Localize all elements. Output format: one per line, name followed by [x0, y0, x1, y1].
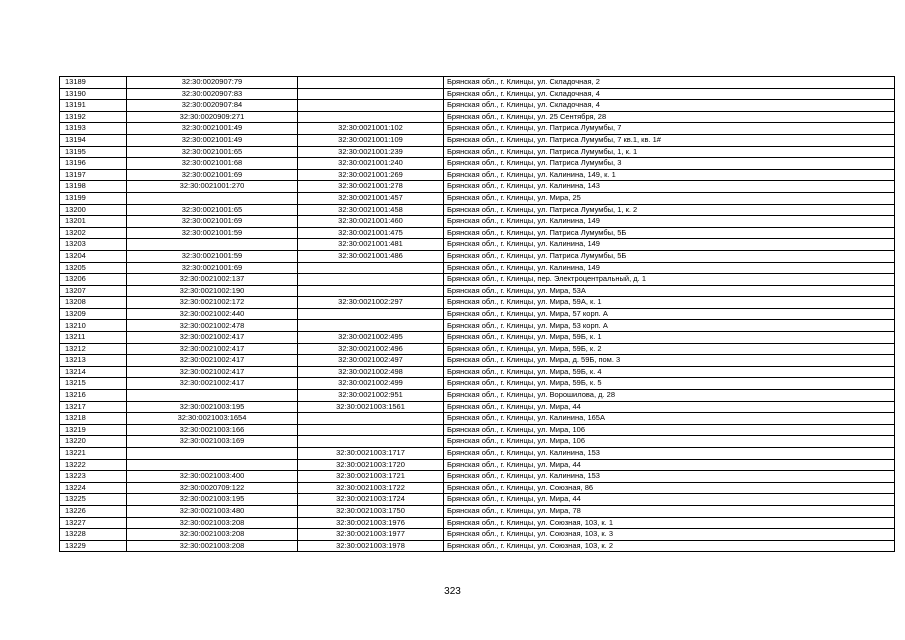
address-cell: Брянская обл., г. Клинцы, ул. Мира, 59Б, к. 5 — [444, 378, 895, 390]
land-cadastral-number-cell: 32:30:0021002:417 — [127, 332, 298, 344]
row-number-cell: 13216 — [60, 390, 127, 402]
table-row — [60, 390, 895, 402]
land-cadastral-number-cell — [127, 239, 298, 251]
row-number-cell: 13209 — [60, 308, 127, 320]
object-cadastral-number-cell: 32:30:0021001:240 — [298, 158, 444, 170]
table-row — [60, 482, 895, 494]
land-cadastral-number-cell: 32:30:0021003:400 — [127, 471, 298, 483]
object-cadastral-number-cell: 32:30:0021001:269 — [298, 169, 444, 181]
address-cell: Брянская обл., г. Клинцы, ул. Союзная, 103, к. 2 — [444, 540, 895, 552]
row-number-cell: 13198 — [60, 181, 127, 193]
address-cell: Брянская обл., г. Клинцы, ул. Калинина, 149 — [444, 239, 895, 251]
address-cell: Брянская обл., г. Клинцы, ул. Складочная, 4 — [444, 88, 895, 100]
object-cadastral-number-cell — [298, 436, 444, 448]
row-number-cell: 13211 — [60, 332, 127, 344]
land-cadastral-number-cell: 32:30:0021001:69 — [127, 169, 298, 181]
object-cadastral-number-cell: 32:30:0021001:481 — [298, 239, 444, 251]
address-cell: Брянская обл., г. Клинцы, ул. Калинина, 153 — [444, 471, 895, 483]
table-row — [60, 332, 895, 344]
land-cadastral-number-cell: 32:30:0020907:79 — [127, 77, 298, 89]
address-cell: Брянская обл., г. Клинцы, ул. Патриса Лумумбы, 1, к. 1 — [444, 146, 895, 158]
object-cadastral-number-cell: 32:30:0021002:496 — [298, 343, 444, 355]
object-cadastral-number-cell — [298, 413, 444, 425]
table-row — [60, 471, 895, 483]
row-number-cell: 13196 — [60, 158, 127, 170]
address-cell: Брянская обл., г. Клинцы, ул. Мира, 59А, к. 1 — [444, 297, 895, 309]
land-cadastral-number-cell: 32:30:0021003:1654 — [127, 413, 298, 425]
land-cadastral-number-cell: 32:30:0021001:49 — [127, 134, 298, 146]
address-cell: Брянская обл., г. Клинцы, ул. Складочная, 4 — [444, 100, 895, 112]
address-cell: Брянская обл., г. Клинцы, ул. Союзная, 86 — [444, 482, 895, 494]
table-row — [60, 517, 895, 529]
row-number-cell: 13194 — [60, 134, 127, 146]
land-cadastral-number-cell: 32:30:0020907:83 — [127, 88, 298, 100]
row-number-cell: 13228 — [60, 529, 127, 541]
table-row — [60, 297, 895, 309]
object-cadastral-number-cell: 32:30:0021002:951 — [298, 390, 444, 402]
address-cell: Брянская обл., г. Клинцы, ул. Мира, 59Б, к. 1 — [444, 332, 895, 344]
land-cadastral-number-cell: 32:30:0020909:271 — [127, 111, 298, 123]
land-cadastral-number-cell: 32:30:0020907:84 — [127, 100, 298, 112]
object-cadastral-number-cell — [298, 88, 444, 100]
page-number: 323 — [444, 586, 461, 597]
row-number-cell: 13197 — [60, 169, 127, 181]
address-cell: Брянская обл., г. Клинцы, ул. Мира, д. 59Б, пом. 3 — [444, 355, 895, 367]
object-cadastral-number-cell — [298, 274, 444, 286]
land-cadastral-number-cell: 32:30:0021001:49 — [127, 123, 298, 135]
object-cadastral-number-cell: 32:30:0021003:1978 — [298, 540, 444, 552]
row-number-cell: 13191 — [60, 100, 127, 112]
address-cell: Брянская обл., г. Клинцы, пер. Электроцентральный, д. 1 — [444, 274, 895, 286]
registry-table — [59, 76, 895, 552]
registry-table-body — [60, 77, 895, 552]
land-cadastral-number-cell — [127, 192, 298, 204]
object-cadastral-number-cell: 32:30:0021002:499 — [298, 378, 444, 390]
land-cadastral-number-cell: 32:30:0021002:440 — [127, 308, 298, 320]
address-cell: Брянская обл., г. Клинцы, ул. Мира, 106 — [444, 424, 895, 436]
table-row — [60, 343, 895, 355]
land-cadastral-number-cell — [127, 459, 298, 471]
object-cadastral-number-cell: 32:30:0021001:102 — [298, 123, 444, 135]
object-cadastral-number-cell — [298, 308, 444, 320]
table-row — [60, 529, 895, 541]
row-number-cell: 13202 — [60, 227, 127, 239]
address-cell: Брянская обл., г. Клинцы, ул. Мира, 78 — [444, 505, 895, 517]
land-cadastral-number-cell: 32:30:0021001:270 — [127, 181, 298, 193]
row-number-cell: 13205 — [60, 262, 127, 274]
address-cell: Брянская обл., г. Клинцы, ул. Мира, 44 — [444, 494, 895, 506]
table-row — [60, 413, 895, 425]
table-row — [60, 308, 895, 320]
row-number-cell: 13224 — [60, 482, 127, 494]
row-number-cell: 13203 — [60, 239, 127, 251]
address-cell: Брянская обл., г. Клинцы, ул. Калинина, 149 — [444, 262, 895, 274]
land-cadastral-number-cell: 32:30:0021002:172 — [127, 297, 298, 309]
row-number-cell: 13221 — [60, 448, 127, 460]
address-cell: Брянская обл., г. Клинцы, ул. Союзная, 103, к. 3 — [444, 529, 895, 541]
row-number-cell: 13214 — [60, 366, 127, 378]
table-row — [60, 216, 895, 228]
land-cadastral-number-cell: 32:30:0021001:69 — [127, 216, 298, 228]
address-cell: Брянская обл., г. Клинцы, ул. Калинина, 143 — [444, 181, 895, 193]
table-row — [60, 250, 895, 262]
table-row — [60, 111, 895, 123]
table-row — [60, 262, 895, 274]
row-number-cell: 13193 — [60, 123, 127, 135]
object-cadastral-number-cell: 32:30:0021003:1977 — [298, 529, 444, 541]
table-row — [60, 366, 895, 378]
address-cell: Брянская обл., г. Клинцы, ул. Союзная, 103, к. 1 — [444, 517, 895, 529]
row-number-cell: 13210 — [60, 320, 127, 332]
row-number-cell: 13199 — [60, 192, 127, 204]
object-cadastral-number-cell: 32:30:0021002:495 — [298, 332, 444, 344]
row-number-cell: 13220 — [60, 436, 127, 448]
land-cadastral-number-cell: 32:30:0021003:169 — [127, 436, 298, 448]
land-cadastral-number-cell: 32:30:0021003:195 — [127, 401, 298, 413]
object-cadastral-number-cell: 32:30:0021003:1721 — [298, 471, 444, 483]
land-cadastral-number-cell: 32:30:0021001:59 — [127, 227, 298, 239]
object-cadastral-number-cell: 32:30:0021001:278 — [298, 181, 444, 193]
table-row — [60, 448, 895, 460]
table-row — [60, 169, 895, 181]
row-number-cell: 13200 — [60, 204, 127, 216]
address-cell: Брянская обл., г. Клинцы, ул. Мира, 59Б, к. 4 — [444, 366, 895, 378]
land-cadastral-number-cell: 32:30:0021002:417 — [127, 366, 298, 378]
address-cell: Брянская обл., г. Клинцы, ул. Мира, 44 — [444, 459, 895, 471]
address-cell: Брянская обл., г. Клинцы, ул. Патриса Лумумбы, 3 — [444, 158, 895, 170]
land-cadastral-number-cell: 32:30:0021001:68 — [127, 158, 298, 170]
row-number-cell: 13217 — [60, 401, 127, 413]
table-row — [60, 239, 895, 251]
address-cell: Брянская обл., г. Клинцы, ул. Патриса Лумумбы, 5Б — [444, 250, 895, 262]
object-cadastral-number-cell: 32:30:0021002:498 — [298, 366, 444, 378]
land-cadastral-number-cell: 32:30:0021003:208 — [127, 517, 298, 529]
object-cadastral-number-cell: 32:30:0021001:460 — [298, 216, 444, 228]
row-number-cell: 13222 — [60, 459, 127, 471]
table-row — [60, 494, 895, 506]
land-cadastral-number-cell: 32:30:0021003:166 — [127, 424, 298, 436]
land-cadastral-number-cell: 32:30:0021003:208 — [127, 540, 298, 552]
object-cadastral-number-cell: 32:30:0021003:1724 — [298, 494, 444, 506]
object-cadastral-number-cell — [298, 320, 444, 332]
table-row — [60, 192, 895, 204]
row-number-cell: 13206 — [60, 274, 127, 286]
table-row — [60, 158, 895, 170]
object-cadastral-number-cell: 32:30:0021003:1722 — [298, 482, 444, 494]
address-cell: Брянская обл., г. Клинцы, ул. Калинина, 165А — [444, 413, 895, 425]
address-cell: Брянская обл., г. Клинцы, ул. Патриса Лумумбы, 7 — [444, 123, 895, 135]
table-row — [60, 378, 895, 390]
row-number-cell: 13226 — [60, 505, 127, 517]
address-cell: Брянская обл., г. Клинцы, ул. Мира, 44 — [444, 401, 895, 413]
object-cadastral-number-cell: 32:30:0021002:497 — [298, 355, 444, 367]
object-cadastral-number-cell — [298, 100, 444, 112]
address-cell: Брянская обл., г. Клинцы, ул. Патриса Лумумбы, 5Б — [444, 227, 895, 239]
land-cadastral-number-cell: 32:30:0021003:480 — [127, 505, 298, 517]
object-cadastral-number-cell: 32:30:0021001:457 — [298, 192, 444, 204]
row-number-cell: 13189 — [60, 77, 127, 89]
land-cadastral-number-cell: 32:30:0021001:65 — [127, 146, 298, 158]
row-number-cell: 13215 — [60, 378, 127, 390]
address-cell: Брянская обл., г. Клинцы, ул. Калинина, 149, к. 1 — [444, 169, 895, 181]
object-cadastral-number-cell: 32:30:0021001:109 — [298, 134, 444, 146]
table-row — [60, 88, 895, 100]
row-number-cell: 13208 — [60, 297, 127, 309]
land-cadastral-number-cell — [127, 390, 298, 402]
object-cadastral-number-cell — [298, 262, 444, 274]
table-row — [60, 134, 895, 146]
object-cadastral-number-cell: 32:30:0021001:458 — [298, 204, 444, 216]
row-number-cell: 13204 — [60, 250, 127, 262]
row-number-cell: 13213 — [60, 355, 127, 367]
table-row — [60, 123, 895, 135]
row-number-cell: 13207 — [60, 285, 127, 297]
table-row — [60, 505, 895, 517]
row-number-cell: 13212 — [60, 343, 127, 355]
row-number-cell: 13227 — [60, 517, 127, 529]
table-row — [60, 436, 895, 448]
table-row — [60, 285, 895, 297]
address-cell: Брянская обл., г. Клинцы, ул. Мира, 53 корп. А — [444, 320, 895, 332]
object-cadastral-number-cell — [298, 111, 444, 123]
address-cell: Брянская обл., г. Клинцы, ул. Ворошилова, д. 28 — [444, 390, 895, 402]
address-cell: Брянская обл., г. Клинцы, ул. Мира, 57 корп. А — [444, 308, 895, 320]
table-row — [60, 424, 895, 436]
table-row — [60, 274, 895, 286]
object-cadastral-number-cell: 32:30:0021003:1720 — [298, 459, 444, 471]
row-number-cell: 13192 — [60, 111, 127, 123]
land-cadastral-number-cell: 32:30:0021002:190 — [127, 285, 298, 297]
object-cadastral-number-cell: 32:30:0021003:1561 — [298, 401, 444, 413]
land-cadastral-number-cell: 32:30:0021002:417 — [127, 355, 298, 367]
land-cadastral-number-cell: 32:30:0020709:122 — [127, 482, 298, 494]
object-cadastral-number-cell — [298, 285, 444, 297]
object-cadastral-number-cell — [298, 77, 444, 89]
object-cadastral-number-cell: 32:30:0021003:1750 — [298, 505, 444, 517]
land-cadastral-number-cell: 32:30:0021002:417 — [127, 378, 298, 390]
row-number-cell: 13190 — [60, 88, 127, 100]
land-cadastral-number-cell: 32:30:0021003:195 — [127, 494, 298, 506]
land-cadastral-number-cell: 32:30:0021001:59 — [127, 250, 298, 262]
row-number-cell: 13225 — [60, 494, 127, 506]
land-cadastral-number-cell: 32:30:0021001:69 — [127, 262, 298, 274]
address-cell: Брянская обл., г. Клинцы, ул. Мира, 106 — [444, 436, 895, 448]
table-row — [60, 146, 895, 158]
table-row — [60, 204, 895, 216]
object-cadastral-number-cell: 32:30:0021001:239 — [298, 146, 444, 158]
row-number-cell: 13223 — [60, 471, 127, 483]
land-cadastral-number-cell: 32:30:0021002:417 — [127, 343, 298, 355]
address-cell: Брянская обл., г. Клинцы, ул. Мира, 59Б, к. 2 — [444, 343, 895, 355]
table-row — [60, 77, 895, 89]
land-cadastral-number-cell — [127, 448, 298, 460]
object-cadastral-number-cell: 32:30:0021002:297 — [298, 297, 444, 309]
land-cadastral-number-cell: 32:30:0021001:65 — [127, 204, 298, 216]
row-number-cell: 13219 — [60, 424, 127, 436]
address-cell: Брянская обл., г. Клинцы, ул. Мира, 53А — [444, 285, 895, 297]
land-cadastral-number-cell: 32:30:0021003:208 — [127, 529, 298, 541]
address-cell: Брянская обл., г. Клинцы, ул. 25 Сентября, 28 — [444, 111, 895, 123]
row-number-cell: 13195 — [60, 146, 127, 158]
row-number-cell: 13229 — [60, 540, 127, 552]
row-number-cell: 13201 — [60, 216, 127, 228]
land-cadastral-number-cell: 32:30:0021002:137 — [127, 274, 298, 286]
address-cell: Брянская обл., г. Клинцы, ул. Складочная, 2 — [444, 77, 895, 89]
table-row — [60, 100, 895, 112]
address-cell: Брянская обл., г. Клинцы, ул. Мира, 25 — [444, 192, 895, 204]
address-cell: Брянская обл., г. Клинцы, ул. Патриса Лумумбы, 1, к. 2 — [444, 204, 895, 216]
object-cadastral-number-cell — [298, 424, 444, 436]
object-cadastral-number-cell: 32:30:0021001:486 — [298, 250, 444, 262]
table-row — [60, 227, 895, 239]
table-row — [60, 401, 895, 413]
address-cell: Брянская обл., г. Клинцы, ул. Калинина, 153 — [444, 448, 895, 460]
table-row — [60, 320, 895, 332]
address-cell: Брянская обл., г. Клинцы, ул. Патриса Лумумбы, 7 кв.1, кв. 1# — [444, 134, 895, 146]
land-cadastral-number-cell: 32:30:0021002:478 — [127, 320, 298, 332]
row-number-cell: 13218 — [60, 413, 127, 425]
table-row — [60, 459, 895, 471]
object-cadastral-number-cell: 32:30:0021003:1717 — [298, 448, 444, 460]
object-cadastral-number-cell: 32:30:0021001:475 — [298, 227, 444, 239]
table-row — [60, 355, 895, 367]
table-row — [60, 540, 895, 552]
object-cadastral-number-cell: 32:30:0021003:1976 — [298, 517, 444, 529]
table-row — [60, 181, 895, 193]
address-cell: Брянская обл., г. Клинцы, ул. Калинина, 149 — [444, 216, 895, 228]
